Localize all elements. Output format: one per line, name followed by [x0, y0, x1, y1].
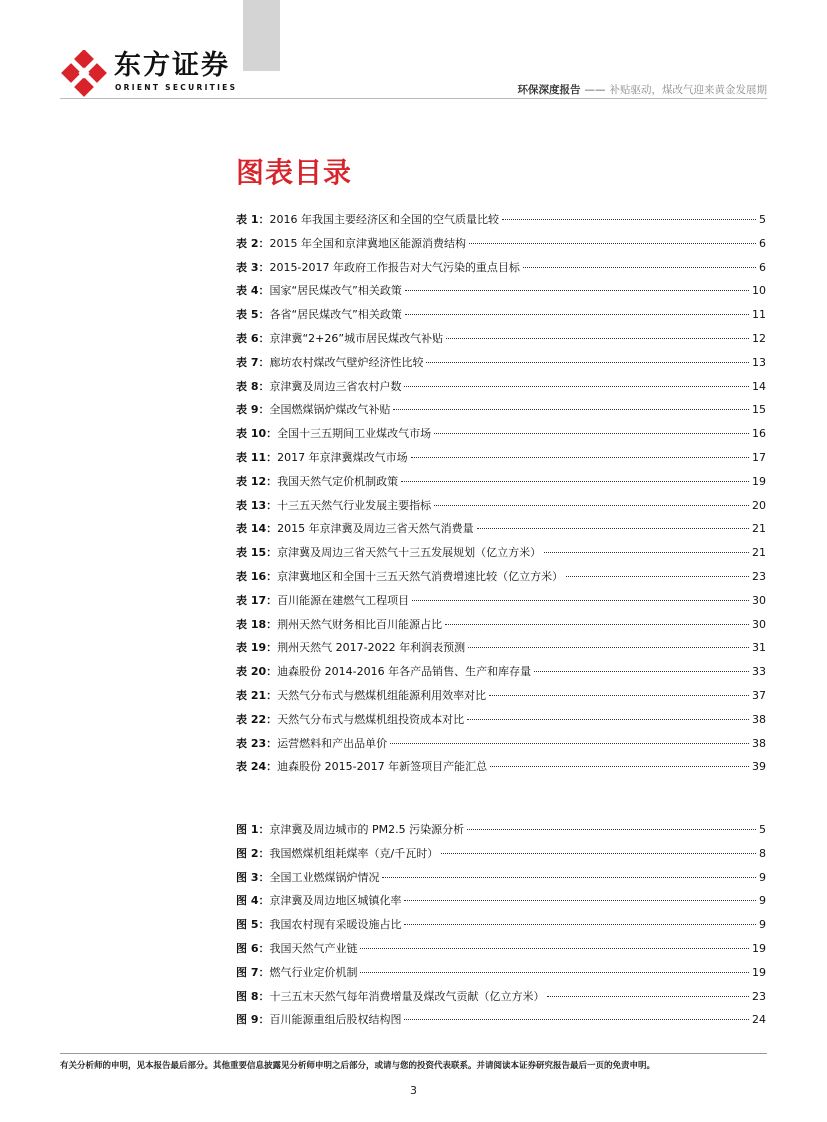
toc-entry-label: 表 17：	[236, 593, 278, 607]
toc-entry-title: 天然气分布式与燃煤机组能源利用效率对比	[277, 688, 487, 702]
toc-entry-label: 表 8：	[236, 379, 270, 393]
toc-entry[interactable]	[236, 818, 766, 842]
toc-entry-page: 39	[752, 760, 766, 774]
toc-entry-title: 迪森股份 2014-2016 年各产品销售、生产和库存量	[277, 665, 532, 679]
toc-leader-dots	[404, 900, 756, 901]
toc-entry-label: 表 20：	[236, 665, 278, 679]
toc-leader-dots	[467, 829, 756, 830]
toc-entry-title: 我国燃煤机组耗煤率（克/千瓦时）	[269, 846, 439, 860]
toc-entry[interactable]	[236, 303, 766, 327]
header-accent-block	[243, 0, 280, 71]
toc-entry-title: 荆州天然气财务相比百川能源占比	[277, 617, 443, 631]
toc-leader-dots	[441, 853, 756, 854]
brand-name-cn: 东方证券	[114, 50, 230, 81]
toc-entry-label: 表 19：	[236, 641, 278, 655]
toc-entry-page: 16	[752, 427, 766, 441]
toc-entry-page: 6	[759, 260, 766, 274]
toc-leader-dots	[534, 671, 749, 672]
toc-entry[interactable]	[236, 208, 766, 232]
toc-entry-title: 运营燃料和产出品单价	[277, 736, 388, 750]
toc-leader-dots	[523, 267, 756, 268]
toc-entry[interactable]	[236, 279, 766, 303]
toc-entry-label: 表 21：	[236, 688, 278, 702]
toc-entry-page: 20	[752, 498, 766, 512]
toc-entry-label: 图 8：	[236, 989, 270, 1003]
toc-entry-title: 2015-2017 年政府工作报告对大气污染的重点目标	[269, 260, 520, 274]
toc-entry-page: 23	[752, 569, 766, 583]
toc-entry-label: 图 7：	[236, 965, 270, 979]
toc-entry[interactable]	[236, 494, 766, 518]
toc-leader-dots	[469, 243, 756, 244]
toc-entry-label: 表 12：	[236, 474, 278, 488]
toc-entry-label: 表 3：	[236, 260, 270, 274]
toc-entry-page: 21	[752, 546, 766, 560]
toc-leader-dots	[390, 743, 749, 744]
toc-entry-page: 33	[752, 665, 766, 679]
toc-entry[interactable]	[236, 684, 766, 708]
toc-entry-title: 京津冀及周边城市的 PM2.5 污染源分析	[269, 823, 465, 836]
toc-leader-dots	[467, 719, 749, 720]
toc-entry-page: 30	[752, 617, 766, 631]
toc-entry-label: 表 11：	[236, 450, 278, 464]
toc-entry-label: 表 16：	[236, 569, 278, 583]
toc-entry-title: 2017 年京津冀煤改气市场	[277, 450, 408, 464]
toc-entry-label: 表 22：	[236, 712, 278, 726]
toc-entry-label: 表 14：	[236, 522, 278, 536]
toc-entry[interactable]	[236, 985, 766, 1009]
toc-entry-title: 天然气分布式与燃煤机组投资成本对比	[277, 712, 465, 726]
toc-entry-title: 全国十三五期间工业煤改气市场	[277, 427, 432, 441]
page-number: 3	[410, 1084, 417, 1097]
toc-leader-dots	[446, 338, 749, 339]
toc-entry-label: 表 7：	[236, 355, 270, 369]
toc-entry-title: 我国农村现有采暖设施占比	[269, 918, 402, 932]
toc-entry-page: 38	[752, 712, 766, 726]
toc-entry[interactable]	[236, 422, 766, 446]
toc-entry[interactable]	[236, 589, 766, 613]
toc-entry-title: 2015 年京津冀及周边三省天然气消费量	[277, 522, 474, 536]
footer-disclaimer: 有关分析师的申明，见本报告最后部分。其他重要信息披露见分析师申明之后部分，或请与您的投资代表联系。并请阅读本证券研究报告最后一页的免责申明。	[60, 1061, 656, 1071]
orient-securities-logo-icon	[60, 50, 110, 100]
report-type: 环保深度报告	[517, 84, 581, 96]
toc-entry-page: 8	[759, 846, 766, 860]
toc-entry-title: 百川能源重组后股权结构图	[269, 1013, 402, 1027]
header-separator: ——	[584, 84, 606, 96]
toc-entry[interactable]	[236, 446, 766, 470]
toc-entry-title: 十三五天然气行业发展主要指标	[277, 498, 432, 512]
toc-entry[interactable]	[236, 398, 766, 422]
toc-entry-label: 表 24：	[236, 760, 278, 774]
toc-entry-label: 图 4：	[236, 894, 270, 908]
toc-entry-title: 京津冀及周边三省天然气十三五发展规划（亿立方米）	[277, 546, 542, 560]
toc-leader-dots	[360, 948, 749, 949]
toc-entry-title: 全国燃煤锅炉煤改气补贴	[269, 403, 391, 417]
toc-entry-page: 21	[752, 522, 766, 536]
toc-entry-title: 国家“居民煤改气”相关政策	[269, 284, 402, 298]
toc-leader-dots	[434, 433, 749, 434]
toc-leader-dots	[404, 924, 756, 925]
toc-entry-page: 6	[759, 236, 766, 250]
toc-entry[interactable]	[236, 636, 766, 660]
toc-leader-dots	[404, 1019, 749, 1020]
toc-entry-label: 表 6：	[236, 331, 270, 345]
toc-entry-label: 表 1：	[236, 213, 270, 226]
toc-entry-title: 京津冀及周边地区城镇化率	[269, 894, 402, 908]
toc-entry-label: 表 2：	[236, 236, 270, 250]
toc-entry-page: 9	[759, 918, 766, 932]
toc-entry[interactable]	[236, 517, 766, 541]
toc-entry-label: 表 15：	[236, 546, 278, 560]
toc-entry[interactable]	[236, 732, 766, 756]
toc-entry-label: 表 9：	[236, 403, 270, 417]
toc-entry-title: 京津冀地区和全国十三五天然气消费增速比较（亿立方米）	[277, 569, 564, 583]
toc-entry[interactable]	[236, 660, 766, 684]
toc-leader-dots	[445, 624, 749, 625]
toc-entry-page: 19	[752, 941, 766, 955]
toc-entry-label: 表 10：	[236, 427, 278, 441]
report-header	[518, 82, 768, 97]
toc-entry-page: 15	[752, 403, 766, 417]
toc-leader-dots	[405, 314, 749, 315]
toc-entry-page: 19	[752, 965, 766, 979]
toc-entry[interactable]	[236, 961, 766, 985]
toc-leader-dots	[405, 290, 749, 291]
toc-entry-title: 燃气行业定价机制	[269, 965, 358, 979]
toc-entry[interactable]	[236, 937, 766, 961]
toc-entry-page: 9	[759, 894, 766, 908]
toc-entry-title: 我国天然气定价机制政策	[277, 474, 399, 488]
toc-tables-list	[236, 208, 766, 779]
toc-leader-dots	[434, 505, 749, 506]
toc-entry-label: 表 23：	[236, 736, 278, 750]
toc-leader-dots	[382, 877, 756, 878]
toc-leader-dots	[426, 362, 749, 363]
toc-entry-page: 9	[759, 870, 766, 884]
toc-entry-page: 12	[752, 331, 766, 345]
toc-entry-label: 表 5：	[236, 308, 270, 322]
toc-entry-page: 30	[752, 593, 766, 607]
toc-entry-label: 表 4：	[236, 284, 270, 298]
toc-entry[interactable]	[236, 889, 766, 913]
toc-entry-page: 14	[752, 379, 766, 393]
toc-entry-page: 37	[752, 688, 766, 702]
toc-entry[interactable]	[236, 913, 766, 937]
toc-entry[interactable]	[236, 375, 766, 399]
toc-entry-title: 2016 年我国主要经济区和全国的空气质量比较	[269, 213, 499, 226]
toc-entry-title: 我国天然气产业链	[269, 941, 358, 955]
toc-leader-dots	[544, 552, 749, 553]
toc-leader-dots	[411, 457, 749, 458]
toc-entry-label: 图 5：	[236, 918, 270, 932]
toc-entry-title: 全国工业燃煤锅炉情况	[269, 870, 380, 884]
toc-entry-page: 24	[752, 1013, 766, 1027]
toc-entry-label: 图 3：	[236, 870, 270, 884]
toc-entry[interactable]	[236, 708, 766, 732]
toc-entry-title: 各省“居民煤改气”相关政策	[269, 308, 402, 322]
toc-entry-label: 图 6：	[236, 941, 270, 955]
toc-entry-page: 5	[759, 823, 766, 836]
toc-entry-title: 荆州天然气 2017-2022 年利润表预测	[277, 641, 466, 655]
toc-entry[interactable]	[236, 232, 766, 256]
toc-entry-page: 10	[752, 284, 766, 298]
toc-entry-title: 迪森股份 2015-2017 年新签项目产能汇总	[277, 760, 488, 774]
toc-entry-title: 百川能源在建燃气工程项目	[277, 593, 410, 607]
toc-entry-title: 京津冀及周边三省农村户数	[269, 379, 402, 393]
toc-leader-dots	[566, 576, 749, 577]
toc-leader-dots	[489, 695, 749, 696]
toc-entry-page: 31	[752, 641, 766, 655]
report-subtitle: 补贴驱动，煤改气迎来黄金发展期	[609, 84, 767, 96]
toc-leader-dots	[401, 481, 749, 482]
toc-figures-list	[236, 818, 766, 1032]
toc-leader-dots	[412, 600, 749, 601]
toc-leader-dots	[547, 996, 749, 997]
toc-entry[interactable]	[236, 565, 766, 589]
toc-entry-page: 17	[752, 450, 766, 464]
toc-entry[interactable]	[236, 613, 766, 637]
toc-entry-label: 表 13：	[236, 498, 278, 512]
toc-entry-page: 38	[752, 736, 766, 750]
toc-entry-title: 京津冀“2+26”城市居民煤改气补贴	[269, 331, 444, 345]
toc-leader-dots	[477, 528, 749, 529]
footer-divider	[60, 1053, 767, 1054]
header-divider	[60, 98, 767, 99]
toc-entry[interactable]	[236, 755, 766, 779]
toc-leader-dots	[393, 409, 749, 410]
toc-entry-page: 23	[752, 989, 766, 1003]
toc-entry-page: 13	[752, 355, 766, 369]
toc-entry[interactable]	[236, 1008, 766, 1032]
toc-entry[interactable]	[236, 351, 766, 375]
toc-entry-page: 19	[752, 474, 766, 488]
toc-entry[interactable]	[236, 541, 766, 565]
toc-entry[interactable]	[236, 842, 766, 866]
toc-entry[interactable]	[236, 256, 766, 280]
toc-entry-page: 11	[752, 308, 766, 322]
toc-entry-label: 图 1：	[236, 823, 270, 836]
toc-entry-label: 表 18：	[236, 617, 278, 631]
toc-entry[interactable]	[236, 866, 766, 890]
toc-entry-title: 十三五末天然气每年消费增量及煤改气贡献（亿立方米）	[269, 989, 545, 1003]
toc-leader-dots	[360, 972, 749, 973]
toc-entry-label: 图 9：	[236, 1013, 270, 1027]
toc-entry-page: 5	[759, 213, 766, 226]
toc-entry[interactable]	[236, 470, 766, 494]
toc-entry-title: 廊坊农村煤改气壁炉经济性比较	[269, 355, 424, 369]
toc-entry-label: 图 2：	[236, 846, 270, 860]
toc-entry[interactable]	[236, 327, 766, 351]
toc-leader-dots	[468, 647, 749, 648]
toc-entry-title: 2015 年全国和京津冀地区能源消费结构	[269, 236, 466, 250]
brand-name-en: ORIENT SECURITIES	[115, 83, 238, 92]
toc-title: 图表目录	[236, 156, 353, 189]
toc-leader-dots	[490, 766, 749, 767]
toc-leader-dots	[404, 386, 749, 387]
toc-leader-dots	[502, 219, 756, 220]
